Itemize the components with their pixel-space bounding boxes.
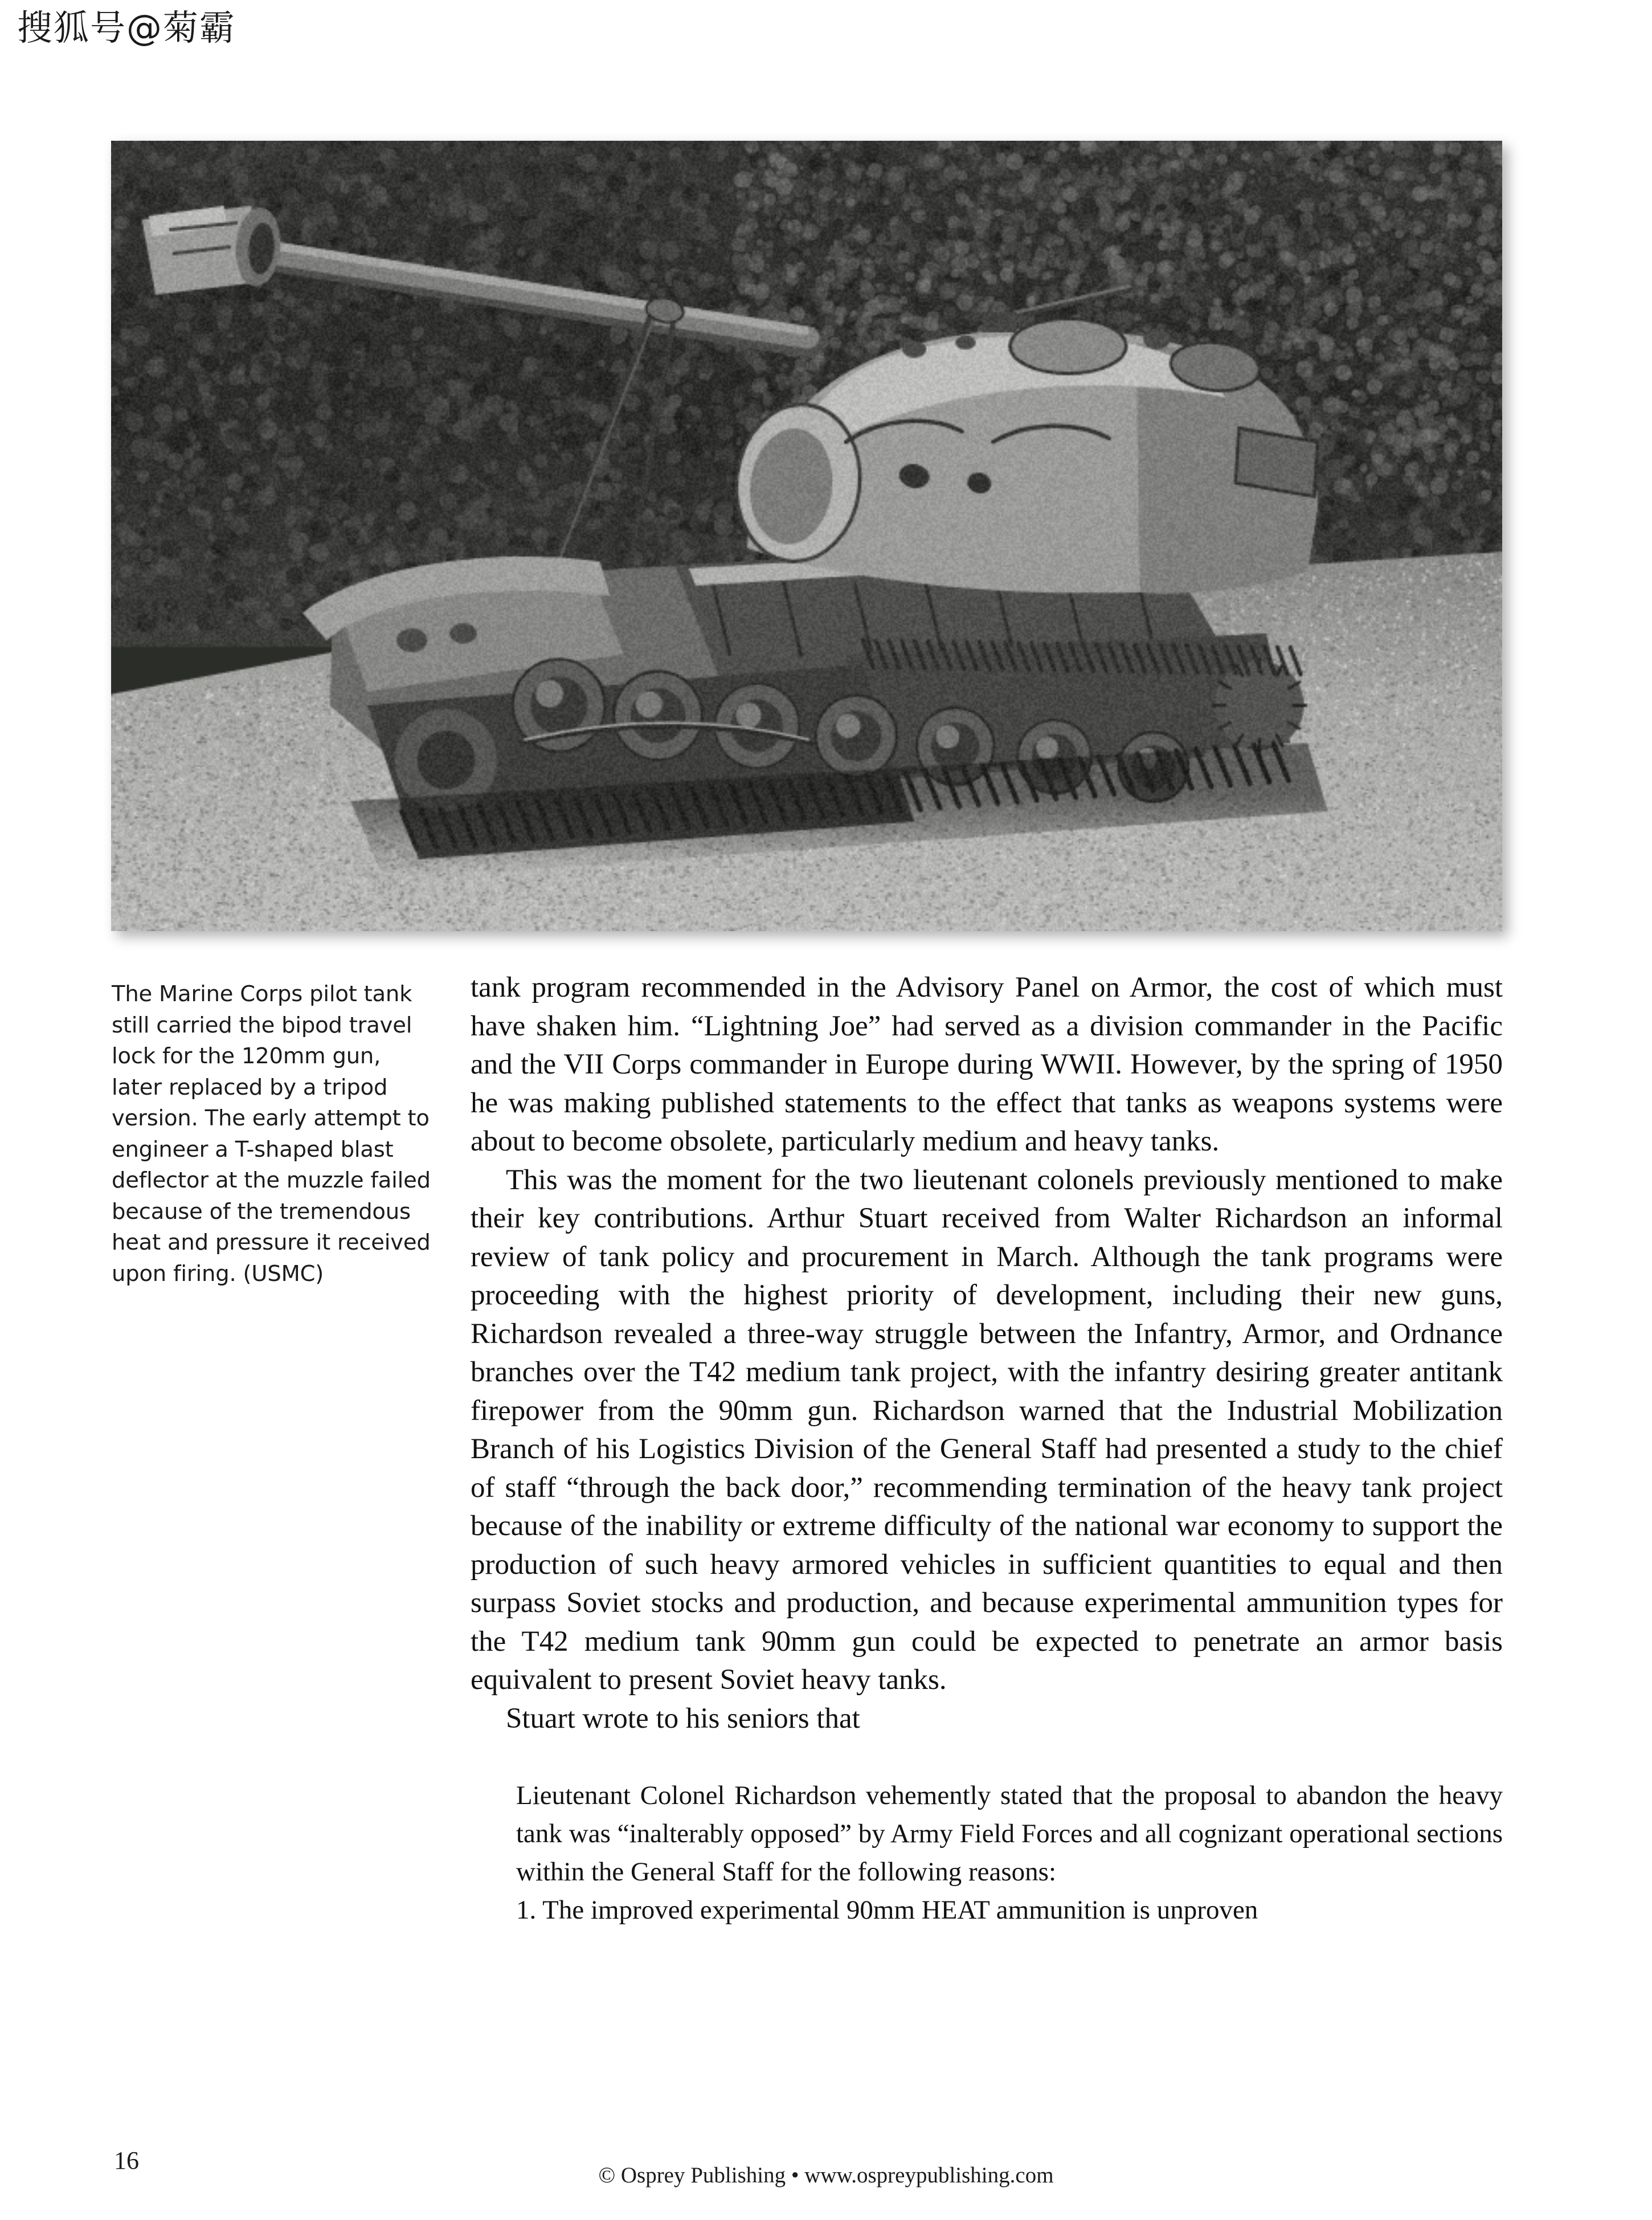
photo-caption: The Marine Corps pilot tank still carried the bipod travel lock for the 120mm gun, later replaced by a tripod version. The early attempt to engineer a T-shaped blast deflector at the muzzle failed because of the tremendous heat and pressure it received upon firing. (USMC) [112,981,431,1287]
block-quote [516,1777,1503,1929]
sohu-watermark: 搜狐号@菊霸 [17,7,236,48]
tank-photograph [111,141,1502,931]
copyright-line: © Osprey Publishing • www.ospreypublishing.com [598,2163,1054,2188]
body-paragraph-1: tank program recommended in the Advisory Panel on Armor, the cost of which must have shaken him. “Lightning Joe” had served as a division commander in the Pacific and the VII Corps commander in Europe during WWII. However, by the spring of 1950 he was making published statements to the effect that tanks as weapons systems were about to become obsolete, particularly medium and heavy tanks. [471,972,1503,1157]
block-quote-item-1: 1. The improved experimental 90mm HEAT ammunition is unproven [516,1895,1258,1925]
body-paragraph-3: Stuart wrote to his seniors that [506,1702,860,1735]
page-number: 16 [114,2146,139,2174]
tank-photograph-image [111,141,1502,931]
block-quote-paragraph: Lieutenant Colonel Richardson vehemently stated that the proposal to abandon the heavy tank was “inalterably opposed” by Army Field Forces and all cognizant operational sections within the General Staff for the following reasons: [516,1781,1503,1887]
body-paragraph-2: This was the moment for the two lieutenant colonels previously mentioned to make their key contributions. Arthur Stuart received from Walter Richardson an informal review of tank policy and procurement in March. Although the tank programs were proceeding with the highest priority of development, including their new guns, Richardson revealed a three-way struggle between the Infantry, Armor, and Ordnance branches over the T42 medium tank project, with the infantry desiring greater antitank firepower from the 90mm gun. Richardson warned that the Industrial Mobilization Branch of his Logistics Division of the General Staff had presented a study to the chief of staff “through the back door,” recommending termination of the heavy tank project because of the inability or extreme difficulty of the national war economy to support the production of such heavy armored vehicles in sufficient quantities to equal and then surpass Soviet stocks and production, and because experimental ammunition types for the T42 medium tank 90mm gun could be expected to penetrate an armor basis equivalent to present Soviet heavy tanks. [471,1164,1503,1696]
body-text-column [471,969,1503,1929]
